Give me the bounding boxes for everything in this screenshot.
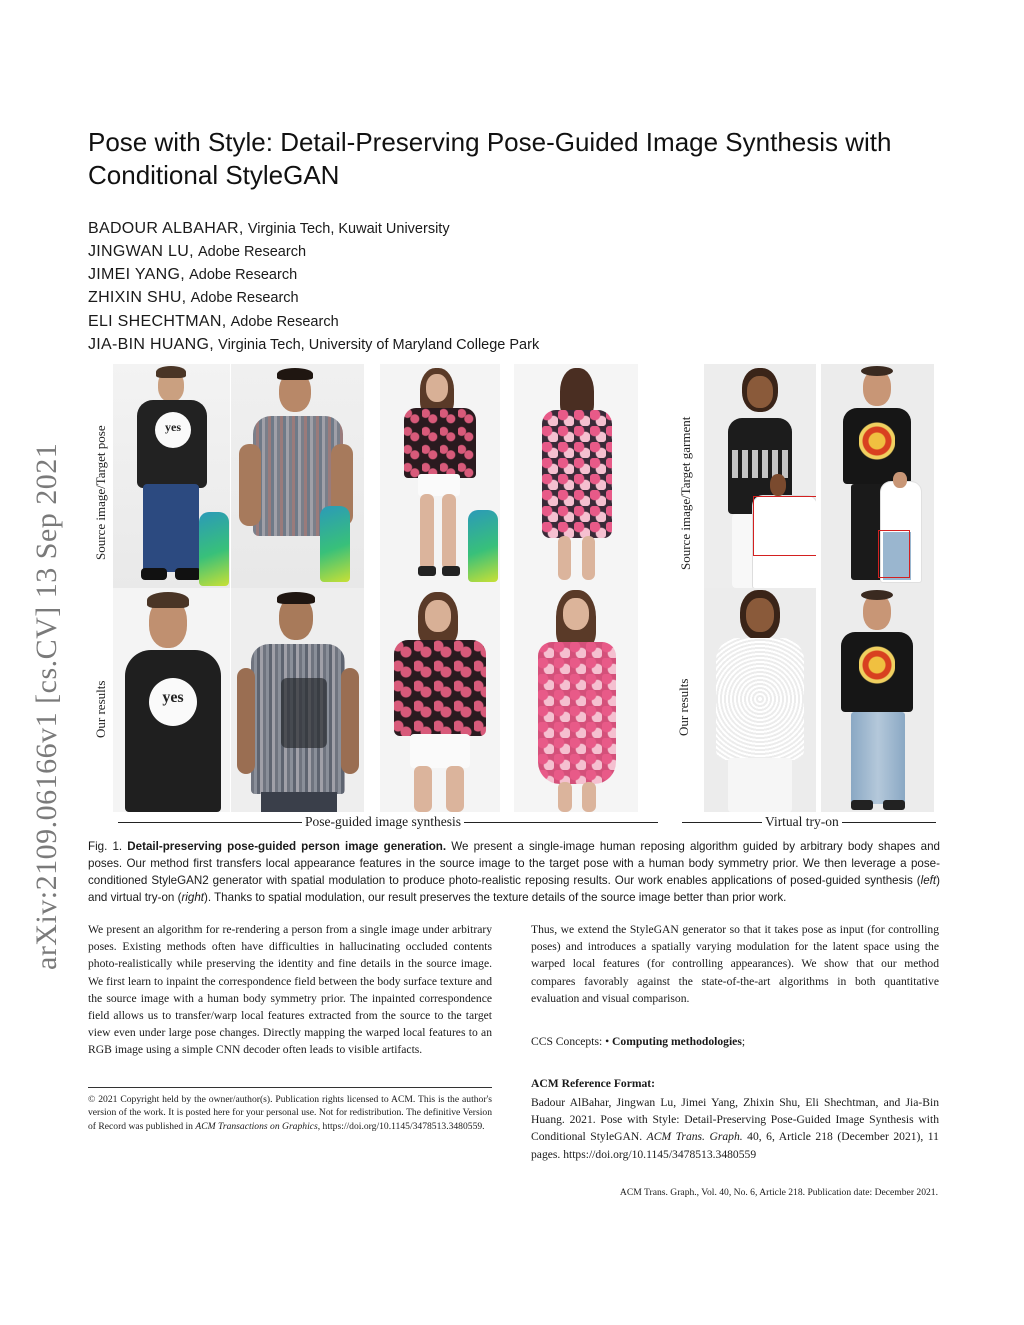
result-photo-floral-dress	[514, 588, 638, 812]
page-footer: ACM Trans. Graph., Vol. 40, No. 6, Article 218. Publication date: December 2021.	[619, 1187, 938, 1198]
row-label-source-garment: Source image/Target garment	[678, 416, 693, 570]
bracket-label: Virtual try-on	[762, 814, 842, 830]
bracket-label: Pose-guided image synthesis	[302, 814, 464, 830]
abstract-left-column: We present an algorithm for re-rendering a person from a single image under arbitrary poses. Existing methods often have difficulties in hallucinating occluded contents photo-realistically while preserving the identity and fine details in the source image. We first learn to inpaint the correspondence field between the body surface texture and the source image with a human body symmetry prior. The inpainted correspondence field allows us to transfer/warp local features extracted from the source to the target view even under large pose changes. Directly mapping the warped local features to an RGB image using a simple CNN decoder often leads to visible artifacts.	[88, 923, 492, 1057]
target-garment-box	[878, 530, 910, 578]
author-name: JIMEI YANG,	[88, 266, 185, 283]
author-affiliation: Adobe Research	[230, 314, 339, 330]
shirt-print-text: yes	[162, 689, 184, 706]
copyright-footnote: © 2021 Copyright held by the owner/author(s). Publication rights licensed to ACM. This is the author's version of the work. It is posted here for your personal use. Not for redistribution. The definitive Version of Record was published in ACM Transactions on Graphics, https://doi.org/10.1145/3478513.3480559.	[88, 1094, 492, 1132]
author-affiliation: Adobe Research	[198, 244, 307, 260]
author-name: BADOUR ALBAHAR,	[88, 220, 244, 237]
row-label-results-left: Our results	[93, 680, 108, 738]
result-photo-lion-tee-jeans	[821, 588, 934, 812]
row-label-results-right: Our results	[676, 678, 691, 736]
bracket-virtual-try-on	[682, 814, 936, 829]
author-line	[88, 335, 539, 355]
source-photo-yes-sweater	[113, 364, 230, 588]
shirt-print-text: yes	[165, 420, 181, 434]
ccs-concepts: CCS Concepts: • Computing methodologies;	[531, 1035, 746, 1048]
author-line	[88, 265, 297, 285]
figure-caption: Fig. 1. Detail-preserving pose-guided person image generation. We present a single-image human reposing algorithm guided by arbitrary body shapes and poses. Our method first transfers local appearance features in the source image to the target pose with a human body symmetry prior. We then leverage a pose-conditioned StyleGAN2 generator with spatial modulation to produce photo-realistic reposing results. Our work enables applications of posed-guided synthesis (left) and virtual try-on (right). Thanks to spatial modulation, our result preserves the texture details of the source image better than prior work.	[88, 840, 940, 904]
author-line	[88, 312, 339, 332]
acm-reference-text: Badour AlBahar, Jingwan Lu, Jimei Yang, Zhixin Shu, Eli Shechtman, and Jia-Bin Huang. 2021. Pose with Style: Detail-Preserving Pose-Guided Image Synthesis with Conditional StyleGAN. ACM Trans. Graph. 40, 6, Article 218 (December 2021), 11 pages. https://doi.org/10.1145/3478513.3480559	[531, 1096, 939, 1161]
author-affiliation: Adobe Research	[189, 267, 298, 283]
result-photo-white-lace	[704, 588, 816, 812]
acm-reference-heading: ACM Reference Format:	[531, 1077, 656, 1090]
abstract-right-column: Thus, we extend the StyleGAN generator so that it takes pose as input (for controlling poses) and introduces a spatially varying modulation for the latent space using the warped local features (for controlling appearances). We show that our method compares favorably against the state-of-the-art algorithms in both quantitative evaluation and visual comparison.	[531, 923, 939, 1005]
footnote-rule	[88, 1087, 492, 1088]
arxiv-stamp: arXiv:2109.06166v1 [cs.CV] 13 Sep 2021	[30, 442, 63, 970]
author-affiliation: Virginia Tech, University of Maryland College Park	[218, 337, 540, 353]
source-photo-floral-top	[380, 364, 500, 588]
author-name: JIA-BIN HUANG,	[88, 336, 214, 353]
target-pose-densepose	[199, 512, 229, 586]
result-photo-yes-sweater	[113, 588, 230, 812]
row-label-source-pose: Source image/Target pose	[93, 425, 108, 560]
result-photo-floral-top	[380, 588, 500, 812]
paper-title: Pose with Style: Detail-Preserving Pose-Guided Image Synthesis with Conditional StyleGAN	[88, 127, 892, 190]
author-affiliation: Adobe Research	[190, 290, 299, 306]
source-photo-floral-dress	[514, 364, 638, 588]
author-line	[88, 288, 299, 308]
source-photo-lion-tee	[821, 364, 934, 588]
author-affiliation: Virginia Tech, Kuwait University	[247, 221, 450, 237]
bracket-pose-synthesis	[118, 814, 658, 829]
target-garment-box	[753, 496, 816, 556]
author-line	[88, 242, 306, 262]
author-name: ELI SHECHTMAN,	[88, 313, 227, 330]
result-photo-patterned-tee	[231, 588, 364, 812]
author-name: JINGWAN LU,	[88, 243, 194, 260]
target-pose-densepose	[320, 506, 350, 582]
author-name: ZHIXIN SHU,	[88, 289, 187, 306]
target-pose-densepose	[468, 510, 498, 582]
source-photo-black-tank	[704, 364, 816, 588]
author-line	[88, 219, 450, 239]
source-photo-patterned-tee	[231, 364, 364, 588]
